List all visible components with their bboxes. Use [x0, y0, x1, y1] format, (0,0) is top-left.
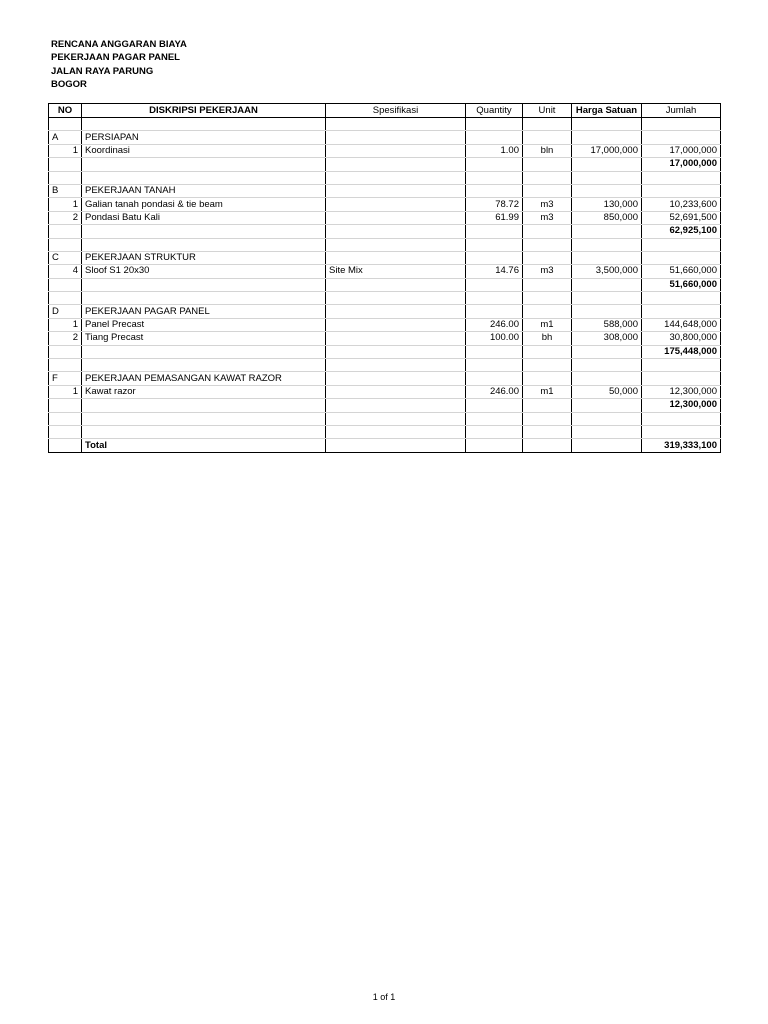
cell-specification — [326, 385, 466, 398]
cell-amount — [642, 372, 721, 385]
cell-no: 2 — [49, 211, 82, 224]
cell-specification — [326, 425, 466, 438]
cell-no — [49, 118, 82, 131]
cell-description — [82, 238, 326, 251]
cell-specification — [326, 318, 466, 331]
table-body — [49, 118, 721, 453]
cell-description: PEKERJAAN TANAH — [82, 184, 326, 197]
cost-table — [48, 103, 721, 453]
cell-quantity — [466, 225, 523, 238]
cell-description — [82, 412, 326, 425]
cell-quantity — [466, 345, 523, 358]
cell-unit — [523, 131, 572, 144]
cell-description — [82, 118, 326, 131]
cell-unit-price — [572, 251, 642, 264]
cell-unit — [523, 305, 572, 318]
cell-unit — [523, 225, 572, 238]
table-row — [49, 439, 721, 452]
cell-no — [49, 399, 82, 412]
table-row — [49, 198, 721, 211]
cell-unit-price: 588,000 — [572, 318, 642, 331]
cell-amount: 62,925,100 — [642, 225, 721, 238]
cell-unit-price — [572, 345, 642, 358]
cell-unit-price — [572, 158, 642, 171]
cell-description — [82, 292, 326, 305]
table-row — [49, 425, 721, 438]
cell-no: 4 — [49, 265, 82, 278]
page-number: 1 of 1 — [372, 992, 396, 1002]
cell-specification — [326, 158, 466, 171]
cell-amount — [642, 171, 721, 184]
cell-specification — [326, 439, 466, 452]
cell-amount — [642, 359, 721, 372]
cell-quantity — [466, 184, 523, 197]
cell-amount: 30,800,000 — [642, 332, 721, 345]
cell-description: PEKERJAAN PEMASANGAN KAWAT RAZOR — [82, 372, 326, 385]
cell-amount: 319,333,100 — [642, 439, 721, 452]
cell-no — [49, 238, 82, 251]
cell-description: Sloof S1 20x30 — [82, 265, 326, 278]
cell-unit-price — [572, 412, 642, 425]
cell-quantity — [466, 372, 523, 385]
cell-quantity: 246.00 — [466, 385, 523, 398]
cell-description: Total — [82, 439, 326, 452]
cell-unit-price — [572, 225, 642, 238]
cell-description — [82, 225, 326, 238]
cell-unit-price — [572, 118, 642, 131]
cell-quantity — [466, 292, 523, 305]
cell-no — [49, 292, 82, 305]
cell-unit: bln — [523, 144, 572, 157]
cell-unit-price: 850,000 — [572, 211, 642, 224]
cell-unit-price — [572, 359, 642, 372]
cell-quantity — [466, 425, 523, 438]
table-row — [49, 238, 721, 251]
cell-description — [82, 399, 326, 412]
cell-no: 2 — [49, 332, 82, 345]
cell-unit — [523, 238, 572, 251]
cell-no — [49, 158, 82, 171]
cell-specification — [326, 345, 466, 358]
table-row — [49, 131, 721, 144]
cell-amount: 52,691,500 — [642, 211, 721, 224]
cell-description: PEKERJAAN STRUKTUR — [82, 251, 326, 264]
cell-unit-price: 308,000 — [572, 332, 642, 345]
cell-quantity — [466, 131, 523, 144]
cell-specification — [326, 131, 466, 144]
cell-quantity — [466, 238, 523, 251]
table-row — [49, 225, 721, 238]
cell-no — [49, 412, 82, 425]
cell-description — [82, 278, 326, 291]
cell-amount — [642, 412, 721, 425]
cell-unit — [523, 184, 572, 197]
cell-description: Tiang Precast — [82, 332, 326, 345]
table-row — [49, 372, 721, 385]
cell-quantity — [466, 278, 523, 291]
cell-unit — [523, 171, 572, 184]
cell-specification — [326, 332, 466, 345]
header-street: JALAN RAYA PARUNG — [51, 65, 154, 77]
cell-specification — [326, 118, 466, 131]
table-row — [49, 278, 721, 291]
cell-unit: m3 — [523, 211, 572, 224]
cell-description: Kawat razor — [82, 385, 326, 398]
cell-amount: 17,000,000 — [642, 144, 721, 157]
cell-unit: bh — [523, 332, 572, 345]
cell-unit-price — [572, 372, 642, 385]
cell-amount — [642, 184, 721, 197]
cell-description: Koordinasi — [82, 144, 326, 157]
cell-quantity: 78.72 — [466, 198, 523, 211]
cell-amount: 10,233,600 — [642, 198, 721, 211]
cell-unit-price — [572, 238, 642, 251]
document-header — [51, 38, 187, 92]
cell-specification — [326, 171, 466, 184]
table-row — [49, 251, 721, 264]
table-header-row — [49, 104, 721, 118]
header-project: PEKERJAAN PAGAR PANEL — [51, 52, 180, 64]
cell-no — [49, 439, 82, 452]
cell-specification — [326, 225, 466, 238]
header-title: RENCANA ANGGARAN BIAYA — [51, 39, 187, 50]
cell-unit: m3 — [523, 265, 572, 278]
cell-specification — [326, 399, 466, 412]
cell-amount — [642, 118, 721, 131]
cell-quantity — [466, 305, 523, 318]
cell-unit-price: 130,000 — [572, 198, 642, 211]
cell-unit — [523, 251, 572, 264]
cell-amount — [642, 305, 721, 318]
cell-specification — [326, 292, 466, 305]
cell-no — [49, 171, 82, 184]
cell-specification — [326, 278, 466, 291]
cell-unit-price — [572, 278, 642, 291]
cell-no — [49, 359, 82, 372]
cell-quantity — [466, 251, 523, 264]
cell-no: C — [49, 251, 82, 264]
cell-specification — [326, 412, 466, 425]
cell-unit-price — [572, 292, 642, 305]
table-row — [49, 318, 721, 331]
cell-unit — [523, 118, 572, 131]
cell-no: 1 — [49, 198, 82, 211]
table-row — [49, 345, 721, 358]
cell-description: Panel Precast — [82, 318, 326, 331]
cell-unit-price: 3,500,000 — [572, 265, 642, 278]
cell-unit-price: 50,000 — [572, 385, 642, 398]
cell-specification: Site Mix — [326, 265, 466, 278]
cell-description: PERSIAPAN — [82, 131, 326, 144]
cell-quantity — [466, 399, 523, 412]
table-row — [49, 158, 721, 171]
col-header-amount: Jumlah — [642, 104, 721, 118]
cell-no — [49, 425, 82, 438]
cell-description — [82, 359, 326, 372]
cell-specification — [326, 144, 466, 157]
cell-amount — [642, 425, 721, 438]
cell-no — [49, 278, 82, 291]
cell-specification — [326, 211, 466, 224]
cell-unit-price — [572, 399, 642, 412]
cell-quantity — [466, 412, 523, 425]
cell-unit-price — [572, 131, 642, 144]
cell-quantity: 246.00 — [466, 318, 523, 331]
cell-quantity — [466, 118, 523, 131]
cell-no: A — [49, 131, 82, 144]
cell-unit — [523, 278, 572, 291]
cell-unit — [523, 359, 572, 372]
cell-description: Galian tanah pondasi & tie beam — [82, 198, 326, 211]
cell-unit — [523, 399, 572, 412]
header-city: BOGOR — [51, 79, 87, 91]
cell-quantity — [466, 359, 523, 372]
col-header-quantity: Quantity — [466, 104, 523, 118]
cell-amount: 12,300,000 — [642, 399, 721, 412]
cell-specification — [326, 198, 466, 211]
cell-specification — [326, 251, 466, 264]
table-row — [49, 171, 721, 184]
cell-no: D — [49, 305, 82, 318]
cell-unit-price — [572, 439, 642, 452]
table-row — [49, 118, 721, 131]
cell-unit-price — [572, 184, 642, 197]
table-row — [49, 332, 721, 345]
table-row — [49, 184, 721, 197]
table-row — [49, 211, 721, 224]
cell-unit-price — [572, 305, 642, 318]
cell-description — [82, 158, 326, 171]
cell-unit-price — [572, 425, 642, 438]
cell-unit — [523, 158, 572, 171]
cell-amount: 175,448,000 — [642, 345, 721, 358]
cell-specification — [326, 305, 466, 318]
cell-unit: m1 — [523, 318, 572, 331]
cell-unit-price — [572, 171, 642, 184]
cell-description: Pondasi Batu Kali — [82, 211, 326, 224]
cell-quantity — [466, 158, 523, 171]
cell-amount: 17,000,000 — [642, 158, 721, 171]
cell-amount — [642, 251, 721, 264]
cell-description — [82, 345, 326, 358]
cell-no: 1 — [49, 318, 82, 331]
cell-no: 1 — [49, 144, 82, 157]
table-row — [49, 305, 721, 318]
cell-description — [82, 425, 326, 438]
cell-quantity: 14.76 — [466, 265, 523, 278]
table-row — [49, 359, 721, 372]
cell-no: 1 — [49, 385, 82, 398]
cell-amount: 51,660,000 — [642, 265, 721, 278]
cell-unit — [523, 425, 572, 438]
cell-amount — [642, 292, 721, 305]
cell-unit — [523, 292, 572, 305]
cell-unit: m3 — [523, 198, 572, 211]
cell-quantity: 61.99 — [466, 211, 523, 224]
col-header-description: DISKRIPSI PEKERJAAN — [82, 104, 326, 118]
cell-no — [49, 225, 82, 238]
table-row — [49, 399, 721, 412]
cell-description: PEKERJAAN PAGAR PANEL — [82, 305, 326, 318]
cell-specification — [326, 238, 466, 251]
cell-unit — [523, 412, 572, 425]
cell-unit-price: 17,000,000 — [572, 144, 642, 157]
cell-specification — [326, 359, 466, 372]
col-header-unit: Unit — [523, 104, 572, 118]
cell-no: B — [49, 184, 82, 197]
cell-unit — [523, 345, 572, 358]
col-header-no: NO — [49, 104, 82, 118]
table-row — [49, 265, 721, 278]
cell-specification — [326, 372, 466, 385]
cell-quantity: 1.00 — [466, 144, 523, 157]
cell-specification — [326, 184, 466, 197]
cell-amount: 12,300,000 — [642, 385, 721, 398]
cell-description — [82, 171, 326, 184]
table-row — [49, 412, 721, 425]
table-row — [49, 292, 721, 305]
cell-no: F — [49, 372, 82, 385]
cell-amount: 144,648,000 — [642, 318, 721, 331]
cell-unit — [523, 372, 572, 385]
cell-amount: 51,660,000 — [642, 278, 721, 291]
table-row — [49, 385, 721, 398]
cell-quantity — [466, 171, 523, 184]
cell-quantity: 100.00 — [466, 332, 523, 345]
col-header-unit-price: Harga Satuan — [572, 104, 642, 118]
cell-unit — [523, 439, 572, 452]
table-row — [49, 144, 721, 157]
col-header-specification: Spesifikasi — [326, 104, 466, 118]
cell-amount — [642, 131, 721, 144]
cell-unit: m1 — [523, 385, 572, 398]
cell-no — [49, 345, 82, 358]
cell-quantity — [466, 439, 523, 452]
cell-amount — [642, 238, 721, 251]
